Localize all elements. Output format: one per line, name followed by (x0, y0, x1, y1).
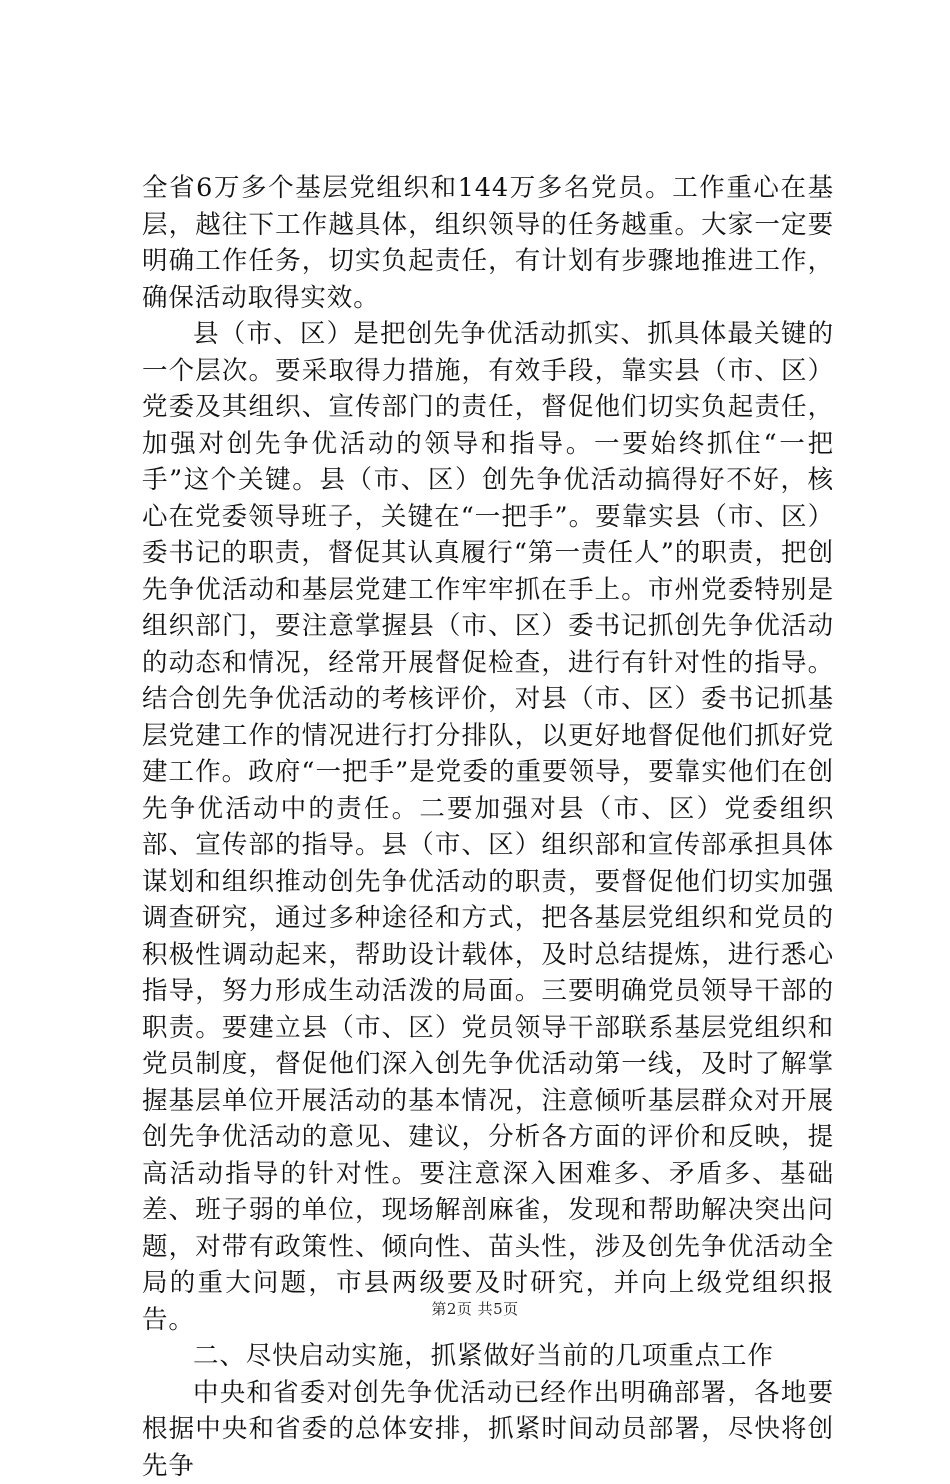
paragraph-1: 全省6万多个基层党组织和144万多名党员。工作重心在基层，越往下工作越具体，组织领导的任务越重。大家一定要明确工作任务，切实负起责任，有计划有步骤地推进工作，确保活动取得实效。 (142, 170, 834, 316)
page-footer: 第2页 共5页 (0, 1298, 950, 1319)
paragraph-2: 县（市、区）是把创先争优活动抓实、抓具体最关键的一个层次。要采取得力措施，有效手段，靠实县（市、区）党委及其组织、宣传部门的责任，督促他们切实负起责任，加强对创先争优活动的领导和指导。一要始终抓住“一把手”这个关键。县（市、区）创先争优活动搞得好不好，核心在党委领导班子，关键在“一把手”。要靠实县（市、区）委书记的职责，督促其认真履行“第一责任人”的职责，把创先争优活动和基层党建工作牢牢抓在手上。市州党委特别是组织部门，要注意掌握县（市、区）委书记抓创先争优活动的动态和情况，经常开展督促检查，进行有针对性的指导。结合创先争优活动的考核评价，对县（市、区）委书记抓基层党建工作的情况进行打分排队，以更好地督促他们抓好党建工作。政府“一把手”是党委的重要领导，要靠实他们在创先争优活动中的责任。二要加强对县（市、区）党委组织部、宣传部的指导。县（市、区）组织部和宣传部承担具体谋划和组织推动创先争优活动的职责，要督促他们切实加强调查研究，通过多种途径和方式，把各基层党组织和党员的积极性调动起来，帮助设计载体，及时总结提炼，进行悉心指导，努力形成生动活泼的局面。三要明确党员领导干部的职责。要建立县（市、区）党员领导干部联系基层党组织和党员制度，督促他们深入创先争优活动第一线，及时了解掌握基层单位开展活动的基本情况，注意倾听基层群众对开展创先争优活动的意见、建议，分析各方面的评价和反映，提高活动指导的针对性。要注意深入困难多、矛盾多、基础差、班子弱的单位，现场解剖麻雀，发现和帮助解决突出问题，对带有政策性、倾向性、苗头性，涉及创先争优活动全局的重大问题，市县两级要及时研究，并向上级党组织报告。 (142, 316, 834, 1338)
paragraph-3: 中央和省委对创先争优活动已经作出明确部署，各地要根据中央和省委的总体安排，抓紧时间动员部署，尽快将创先争 (142, 1375, 834, 1484)
section-heading: 二、尽快启动实施，抓紧做好当前的几项重点工作 (142, 1338, 834, 1375)
document-body (142, 170, 834, 1484)
